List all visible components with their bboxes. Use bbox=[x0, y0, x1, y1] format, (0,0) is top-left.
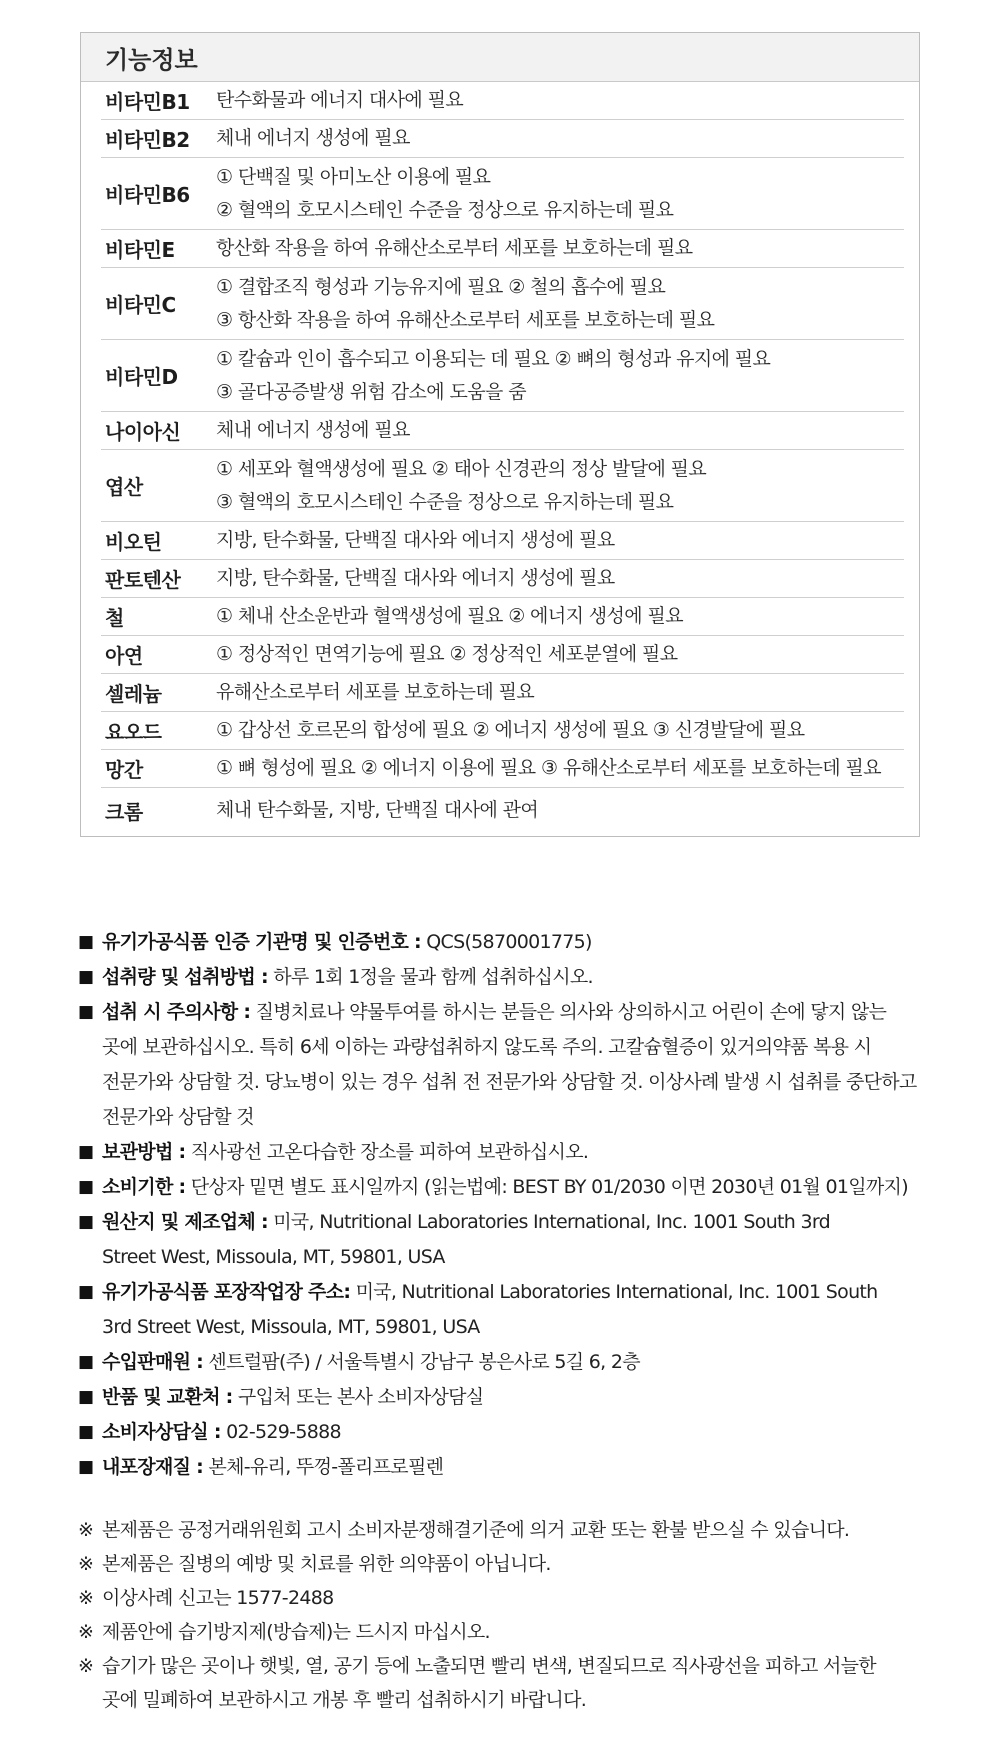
info-value: 구입처 또는 본사 소비자상담실 bbox=[232, 1386, 484, 1408]
notice-line: 제품안에 습기방지제(방습제)는 드시지 마십시오. bbox=[102, 1621, 490, 1643]
nutrient-name: 비타민D bbox=[105, 365, 178, 389]
square-bullet-icon: ■ bbox=[78, 1002, 94, 1022]
nutrient-function bbox=[216, 752, 904, 785]
info-line bbox=[102, 1240, 958, 1275]
nutrient-function bbox=[216, 794, 904, 827]
info-line bbox=[102, 1380, 958, 1415]
info-line bbox=[102, 925, 958, 960]
nutrient-name: 철 bbox=[105, 606, 124, 630]
notice-line: 이상사례 신고는 1577-2488 bbox=[102, 1587, 334, 1609]
info-line bbox=[102, 1170, 958, 1205]
function-row bbox=[101, 450, 904, 522]
function-row bbox=[101, 712, 904, 750]
nutrient-function-line: 체내 탄수화물, 지방, 단백질 대사에 관여 bbox=[216, 798, 539, 821]
info-value: 본체-유리, 뚜껑-폴리프로필렌 bbox=[203, 1456, 444, 1478]
nutrient-name: 크롬 bbox=[105, 799, 143, 824]
function-row bbox=[101, 412, 904, 450]
nutrient-function bbox=[216, 414, 904, 447]
nutrient-name: 비타민C bbox=[105, 293, 176, 317]
function-row bbox=[101, 82, 904, 120]
function-row bbox=[101, 268, 904, 340]
notice-list bbox=[78, 1513, 958, 1717]
nutrient-function bbox=[216, 343, 904, 409]
notice-text bbox=[102, 1513, 958, 1547]
nutrient-function-line: ① 갑상선 호르몬의 합성에 필요 ② 에너지 생성에 필요 ③ 신경발달에 필요 bbox=[216, 719, 805, 741]
notice-item bbox=[78, 1615, 958, 1649]
product-info-list bbox=[78, 925, 958, 1485]
notice-line: 본제품은 질병의 예방 및 치료를 위한 의약품이 아닙니다. bbox=[102, 1553, 551, 1575]
function-row bbox=[101, 636, 904, 674]
nutrient-function bbox=[216, 161, 904, 227]
function-info-table bbox=[80, 32, 920, 837]
info-line bbox=[102, 1345, 958, 1380]
nutrient-function-line: ① 체내 산소운반과 혈액생성에 필요 ② 에너지 생성에 필요 bbox=[216, 605, 683, 627]
info-item-body bbox=[102, 1450, 958, 1485]
reference-mark-icon: ※ bbox=[78, 1655, 94, 1677]
nutrient-function bbox=[216, 600, 904, 633]
info-item bbox=[78, 1450, 958, 1485]
info-item bbox=[78, 1380, 958, 1415]
nutrient-function bbox=[216, 122, 904, 155]
nutrient-name: 비타민B1 bbox=[105, 90, 190, 114]
nutrient-function-line: ① 뼈 형성에 필요 ② 에너지 이용에 필요 ③ 유해산소로부터 세포를 보호하는데 필요 bbox=[216, 757, 881, 779]
info-item-body bbox=[102, 925, 958, 960]
nutrient-name: 망간 bbox=[105, 758, 143, 782]
nutrient-function bbox=[216, 84, 904, 117]
nutrient-function bbox=[216, 232, 904, 265]
info-value: 전문가와 상담할 것 bbox=[102, 1106, 254, 1128]
nutrient-function-line: ③ 항산화 작용을 하여 유해산소로부터 세포를 보호하는데 필요 bbox=[216, 308, 715, 331]
notice-line: 습기가 많은 곳이나 햇빛, 열, 공기 등에 노출되면 빨리 변색, 변질되므로 직사광선을 피하고 서늘한 bbox=[102, 1655, 876, 1677]
nutrient-name: 아연 bbox=[105, 644, 143, 668]
info-item bbox=[78, 1415, 958, 1450]
nutrient-function-line: ③ 혈액의 호모시스테인 수준을 정상으로 유지하는데 필요 bbox=[216, 490, 674, 513]
info-value: 미국, Nutritional Laboratories International, Inc. 1001 South bbox=[350, 1281, 878, 1303]
square-bullet-icon: ■ bbox=[78, 1457, 94, 1477]
info-item-body bbox=[102, 1380, 958, 1415]
function-row bbox=[101, 340, 904, 412]
info-value: 질병치료나 약물투여를 하시는 분들은 의사와 상의하시고 어린이 손에 닿지 않는 bbox=[250, 1001, 887, 1023]
nutrient-name: 셀레늄 bbox=[105, 682, 162, 706]
nutrient-function-line: ① 세포와 혈액생성에 필요 ② 태아 신경관의 정상 발달에 필요 bbox=[216, 457, 707, 480]
info-item bbox=[78, 960, 958, 995]
info-item-body bbox=[102, 1415, 958, 1450]
info-item bbox=[78, 1170, 958, 1205]
notice-text bbox=[102, 1649, 958, 1717]
square-bullet-icon: ■ bbox=[78, 1352, 94, 1372]
info-label: 소비기한 : bbox=[102, 1176, 186, 1198]
nutrient-name: 판토텐산 bbox=[105, 568, 181, 592]
function-info-header: 기능정보 bbox=[81, 33, 919, 82]
info-label: 반품 및 교환처 : bbox=[102, 1386, 233, 1408]
nutrient-function-line: 항산화 작용을 하여 유해산소로부터 세포를 보호하는데 필요 bbox=[216, 237, 693, 259]
info-item-body bbox=[102, 995, 958, 1135]
function-row bbox=[101, 230, 904, 268]
info-item bbox=[78, 1275, 958, 1345]
info-label: 수입판매원 : bbox=[102, 1351, 204, 1373]
info-value: 미국, Nutritional Laboratories International, Inc. 1001 South 3rd bbox=[267, 1211, 831, 1233]
nutrient-function bbox=[216, 453, 904, 519]
function-row bbox=[101, 120, 904, 158]
reference-mark-icon: ※ bbox=[78, 1587, 94, 1609]
nutrient-function-line: ① 결합조직 형성과 기능유지에 필요 ② 철의 흡수에 필요 bbox=[216, 275, 666, 298]
info-item bbox=[78, 1205, 958, 1275]
info-value: QCS(5870001775) bbox=[420, 931, 592, 953]
info-item bbox=[78, 925, 958, 960]
nutrient-function bbox=[216, 271, 904, 337]
nutrient-function-line: ① 정상적인 면역기능에 필요 ② 정상적인 세포분열에 필요 bbox=[216, 643, 678, 665]
info-line bbox=[102, 1135, 958, 1170]
info-label: 내포장재질 : bbox=[102, 1456, 204, 1478]
nutrient-function-line: 유해산소로부터 세포를 보호하는데 필요 bbox=[216, 681, 535, 703]
info-item bbox=[78, 1135, 958, 1170]
info-line bbox=[102, 1030, 958, 1065]
nutrient-function-line: ② 혈액의 호모시스테인 수준을 정상으로 유지하는데 필요 bbox=[216, 198, 674, 221]
nutrient-function bbox=[216, 714, 904, 747]
function-row bbox=[101, 750, 904, 788]
info-label: 원산지 및 제조업체 : bbox=[102, 1211, 268, 1233]
info-item bbox=[78, 995, 958, 1135]
info-line bbox=[102, 1100, 958, 1135]
nutrient-name: 요오드 bbox=[105, 720, 162, 744]
nutrient-function-line: ① 칼슘과 인이 흡수되고 이용되는 데 필요 ② 뼈의 형성과 유지에 필요 bbox=[216, 347, 771, 370]
nutrient-function-line: ① 단백질 및 아미노산 이용에 필요 bbox=[216, 165, 491, 188]
nutrient-function bbox=[216, 638, 904, 671]
info-label: 섭취 시 주의사항 : bbox=[102, 1001, 251, 1023]
nutrient-function-line: ③ 골다공증발생 위험 감소에 도움을 줌 bbox=[216, 380, 526, 403]
reference-mark-icon: ※ bbox=[78, 1621, 94, 1643]
info-value: 3rd Street West, Missoula, MT, 59801, USA bbox=[102, 1316, 480, 1338]
notice-item bbox=[78, 1649, 958, 1717]
notice-text bbox=[102, 1581, 958, 1615]
function-row bbox=[101, 158, 904, 230]
nutrient-function-line: 체내 에너지 생성에 필요 bbox=[216, 419, 410, 441]
info-item-body bbox=[102, 1135, 958, 1170]
notice-item bbox=[78, 1513, 958, 1547]
info-value: 하루 1회 1정을 물과 함께 섭취하십시오. bbox=[267, 966, 593, 988]
function-row bbox=[101, 674, 904, 712]
info-item-body bbox=[102, 1205, 958, 1275]
nutrient-function-line: 체내 에너지 생성에 필요 bbox=[216, 127, 410, 149]
info-line bbox=[102, 1450, 958, 1485]
info-value: 전문가와 상담할 것. 당뇨병이 있는 경우 섭취 전 전문가와 상담할 것. 이상사례 발생 시 섭취를 중단하고 bbox=[102, 1071, 917, 1093]
notice-item bbox=[78, 1547, 958, 1581]
square-bullet-icon: ■ bbox=[78, 1212, 94, 1232]
function-row bbox=[101, 788, 904, 832]
function-info-rows bbox=[81, 82, 919, 832]
nutrient-function-line: 지방, 탄수화물, 단백질 대사와 에너지 생성에 필요 bbox=[216, 567, 615, 589]
function-row bbox=[101, 522, 904, 560]
nutrient-name: 비타민B6 bbox=[105, 183, 190, 207]
notice-item bbox=[78, 1581, 958, 1615]
nutrient-function bbox=[216, 676, 904, 709]
square-bullet-icon: ■ bbox=[78, 1422, 94, 1442]
info-label: 소비자상담실 : bbox=[102, 1421, 221, 1443]
info-line bbox=[102, 960, 958, 995]
nutrient-function bbox=[216, 562, 904, 595]
info-line bbox=[102, 1205, 958, 1240]
notice-text bbox=[102, 1615, 958, 1649]
info-item-body bbox=[102, 1170, 958, 1205]
nutrient-name: 비타민E bbox=[105, 238, 175, 262]
info-label: 섭취량 및 섭취방법 : bbox=[102, 966, 268, 988]
reference-mark-icon: ※ bbox=[78, 1519, 94, 1541]
info-label: 보관방법 : bbox=[102, 1141, 186, 1163]
info-line bbox=[102, 995, 958, 1030]
info-item-body bbox=[102, 1275, 958, 1345]
reference-mark-icon: ※ bbox=[78, 1553, 94, 1575]
info-line bbox=[102, 1415, 958, 1450]
nutrient-function bbox=[216, 524, 904, 557]
nutrient-name: 비타민B2 bbox=[105, 128, 190, 152]
nutrient-name: 나이아신 bbox=[105, 420, 181, 444]
info-value: Street West, Missoula, MT, 59801, USA bbox=[102, 1246, 445, 1268]
info-value: 02-529-5888 bbox=[220, 1421, 341, 1443]
notice-text bbox=[102, 1547, 958, 1581]
info-line bbox=[102, 1065, 958, 1100]
info-item-body bbox=[102, 1345, 958, 1380]
info-item bbox=[78, 1345, 958, 1380]
function-row bbox=[101, 560, 904, 598]
nutrient-function-line: 지방, 탄수화물, 단백질 대사와 에너지 생성에 필요 bbox=[216, 529, 615, 551]
info-value: 단상자 밑면 별도 표시일까지 (읽는법예: BEST BY 01/2030 이면 2030년 01월 01일까지) bbox=[185, 1176, 908, 1198]
nutrient-function-line: 탄수화물과 에너지 대사에 필요 bbox=[216, 89, 464, 111]
square-bullet-icon: ■ bbox=[78, 1387, 94, 1407]
info-line bbox=[102, 1310, 958, 1345]
square-bullet-icon: ■ bbox=[78, 932, 94, 952]
nutrient-name: 엽산 bbox=[105, 475, 143, 499]
info-line bbox=[102, 1275, 958, 1310]
info-value: 센트럴팜(주) / 서울특별시 강남구 봉은사로 5길 6, 2층 bbox=[203, 1351, 640, 1373]
nutrient-name: 비오틴 bbox=[105, 530, 162, 554]
square-bullet-icon: ■ bbox=[78, 1282, 94, 1302]
function-row bbox=[101, 598, 904, 636]
notice-line: 본제품은 공정거래위원회 고시 소비자분쟁해결기준에 의거 교환 또는 환불 받으실 수 있습니다. bbox=[102, 1519, 850, 1541]
info-label: 유기가공식품 인증 기관명 및 인증번호 : bbox=[102, 931, 421, 953]
info-value: 직사광선 고온다습한 장소를 피하여 보관하십시오. bbox=[185, 1141, 589, 1163]
notice-line: 곳에 밀폐하여 보관하시고 개봉 후 빨리 섭취하시기 바랍니다. bbox=[102, 1689, 587, 1711]
info-value: 곳에 보관하십시오. 특히 6세 이하는 과량섭취하지 않도록 주의. 고칼슘혈증이 있거의약품 복용 시 bbox=[102, 1036, 872, 1058]
square-bullet-icon: ■ bbox=[78, 1142, 94, 1162]
square-bullet-icon: ■ bbox=[78, 967, 94, 987]
info-label: 유기가공식품 포장작업장 주소: bbox=[102, 1281, 351, 1303]
square-bullet-icon: ■ bbox=[78, 1177, 94, 1197]
info-item-body bbox=[102, 960, 958, 995]
